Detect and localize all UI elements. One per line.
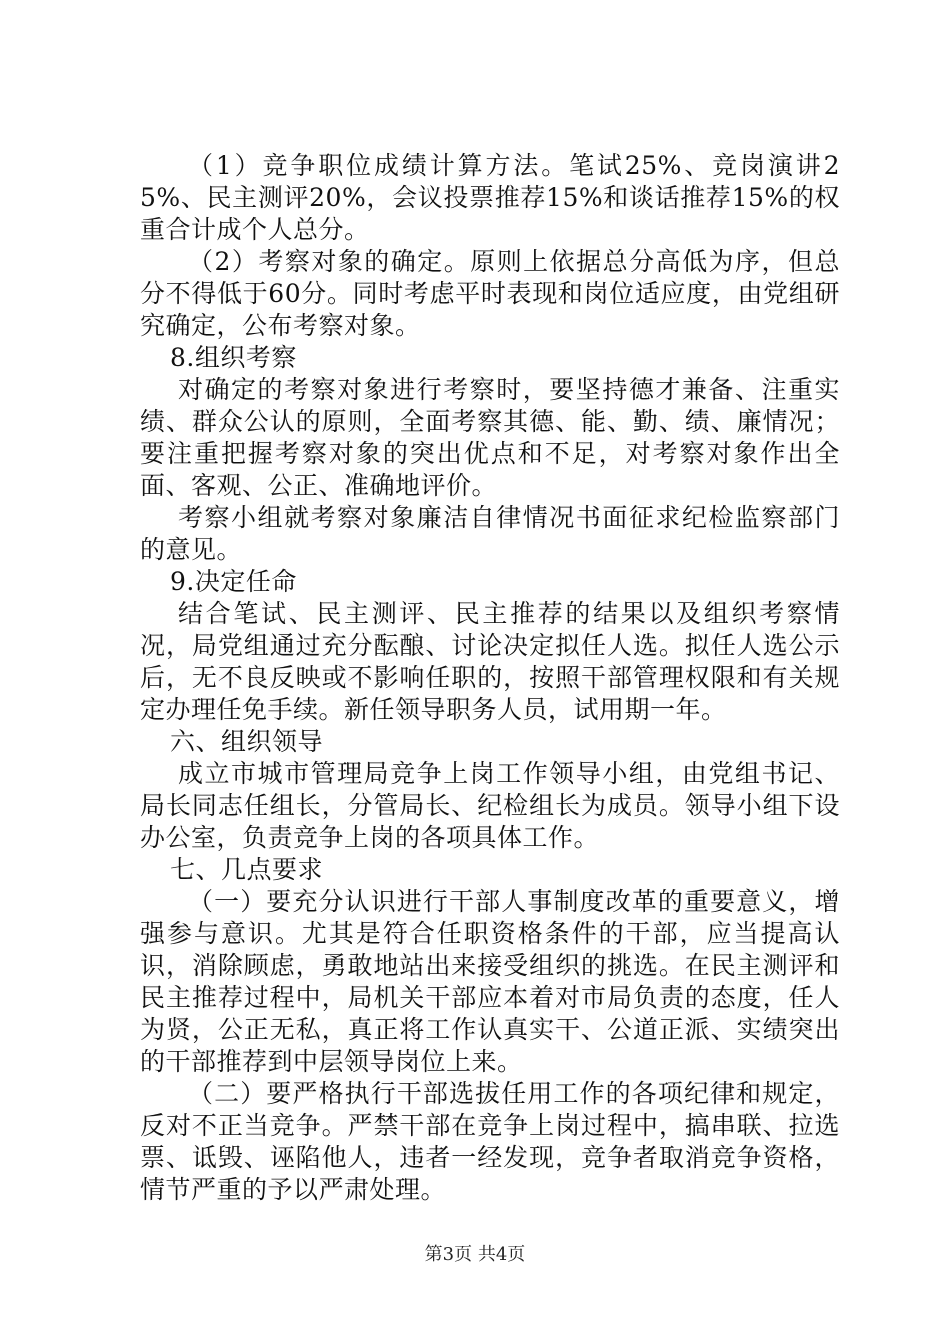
paragraph-2: （2）考察对象的确定。原则上依据总分高低为序，但总分不得低于60分。同时考虑平时表现和岗位适应度，由党组研究确定，公布考察对象。: [140, 247, 840, 340]
paragraph-4: 考察小组就考察对象廉洁自律情况书面征求纪检监察部门的意见。: [140, 503, 840, 564]
paragraph-1: （1）竞争职位成绩计算方法。笔试25%、竞岗演讲25%、民主测评20%，会议投票推荐15%和谈话推荐15%的权重合计成个人总分。: [140, 151, 840, 244]
section-heading-7: 七、几点要求: [170, 855, 324, 884]
paragraph-5: 结合笔试、民主测评、民主推荐的结果以及组织考察情况，局党组通过充分酝酿、讨论决定拟任人选。拟任人选公示后，无不良反映或不影响任职的，按照干部管理权限和有关规定办理任免手续。新任领导职务人员，试用期一年。: [140, 599, 840, 724]
section-heading-6: 六、组织领导: [170, 727, 324, 756]
document-body: [140, 150, 840, 1206]
paragraph-3: 对确定的考察对象进行考察时，要坚持德才兼备、注重实绩、群众公认的原则，全面考察其德、能、勤、绩、廉情况；要注重把握考察对象的突出优点和不足，对考察对象作出全面、客观、公正、准确地评价。: [140, 375, 840, 500]
section-heading-9: 9.决定任命: [170, 567, 297, 596]
paragraph-7: （一）要充分认识进行干部人事制度改革的重要意义，增强参与意识。尤其是符合任职资格条件的干部，应当提高认识，消除顾虑，勇敢地站出来接受组织的挑选。在民主测评和民主推荐过程中，局机关干部应本着对市局负责的态度，任人为贤，公正无私，真正将工作认真实干、公道正派、实绩突出的干部推荐到中层领导岗位上来。: [140, 887, 840, 1076]
paragraph-8: （二）要严格执行干部选拔任用工作的各项纪律和规定，反对不正当竞争。严禁干部在竞争上岗过程中，搞串联、拉选票、诋毁、诬陷他人，违者一经发现，竞争者取消竞争资格，情节严重的予以严肃处理。: [140, 1079, 840, 1204]
page-number-footer: 第3页 共4页: [424, 1244, 526, 1265]
section-heading-8: 8.组织考察: [170, 343, 297, 372]
paragraph-6: 成立市城市管理局竞争上岗工作领导小组，由党组书记、局长同志任组长，分管局长、纪检组长为成员。领导小组下设办公室，负责竞争上岗的各项具体工作。: [140, 759, 840, 852]
